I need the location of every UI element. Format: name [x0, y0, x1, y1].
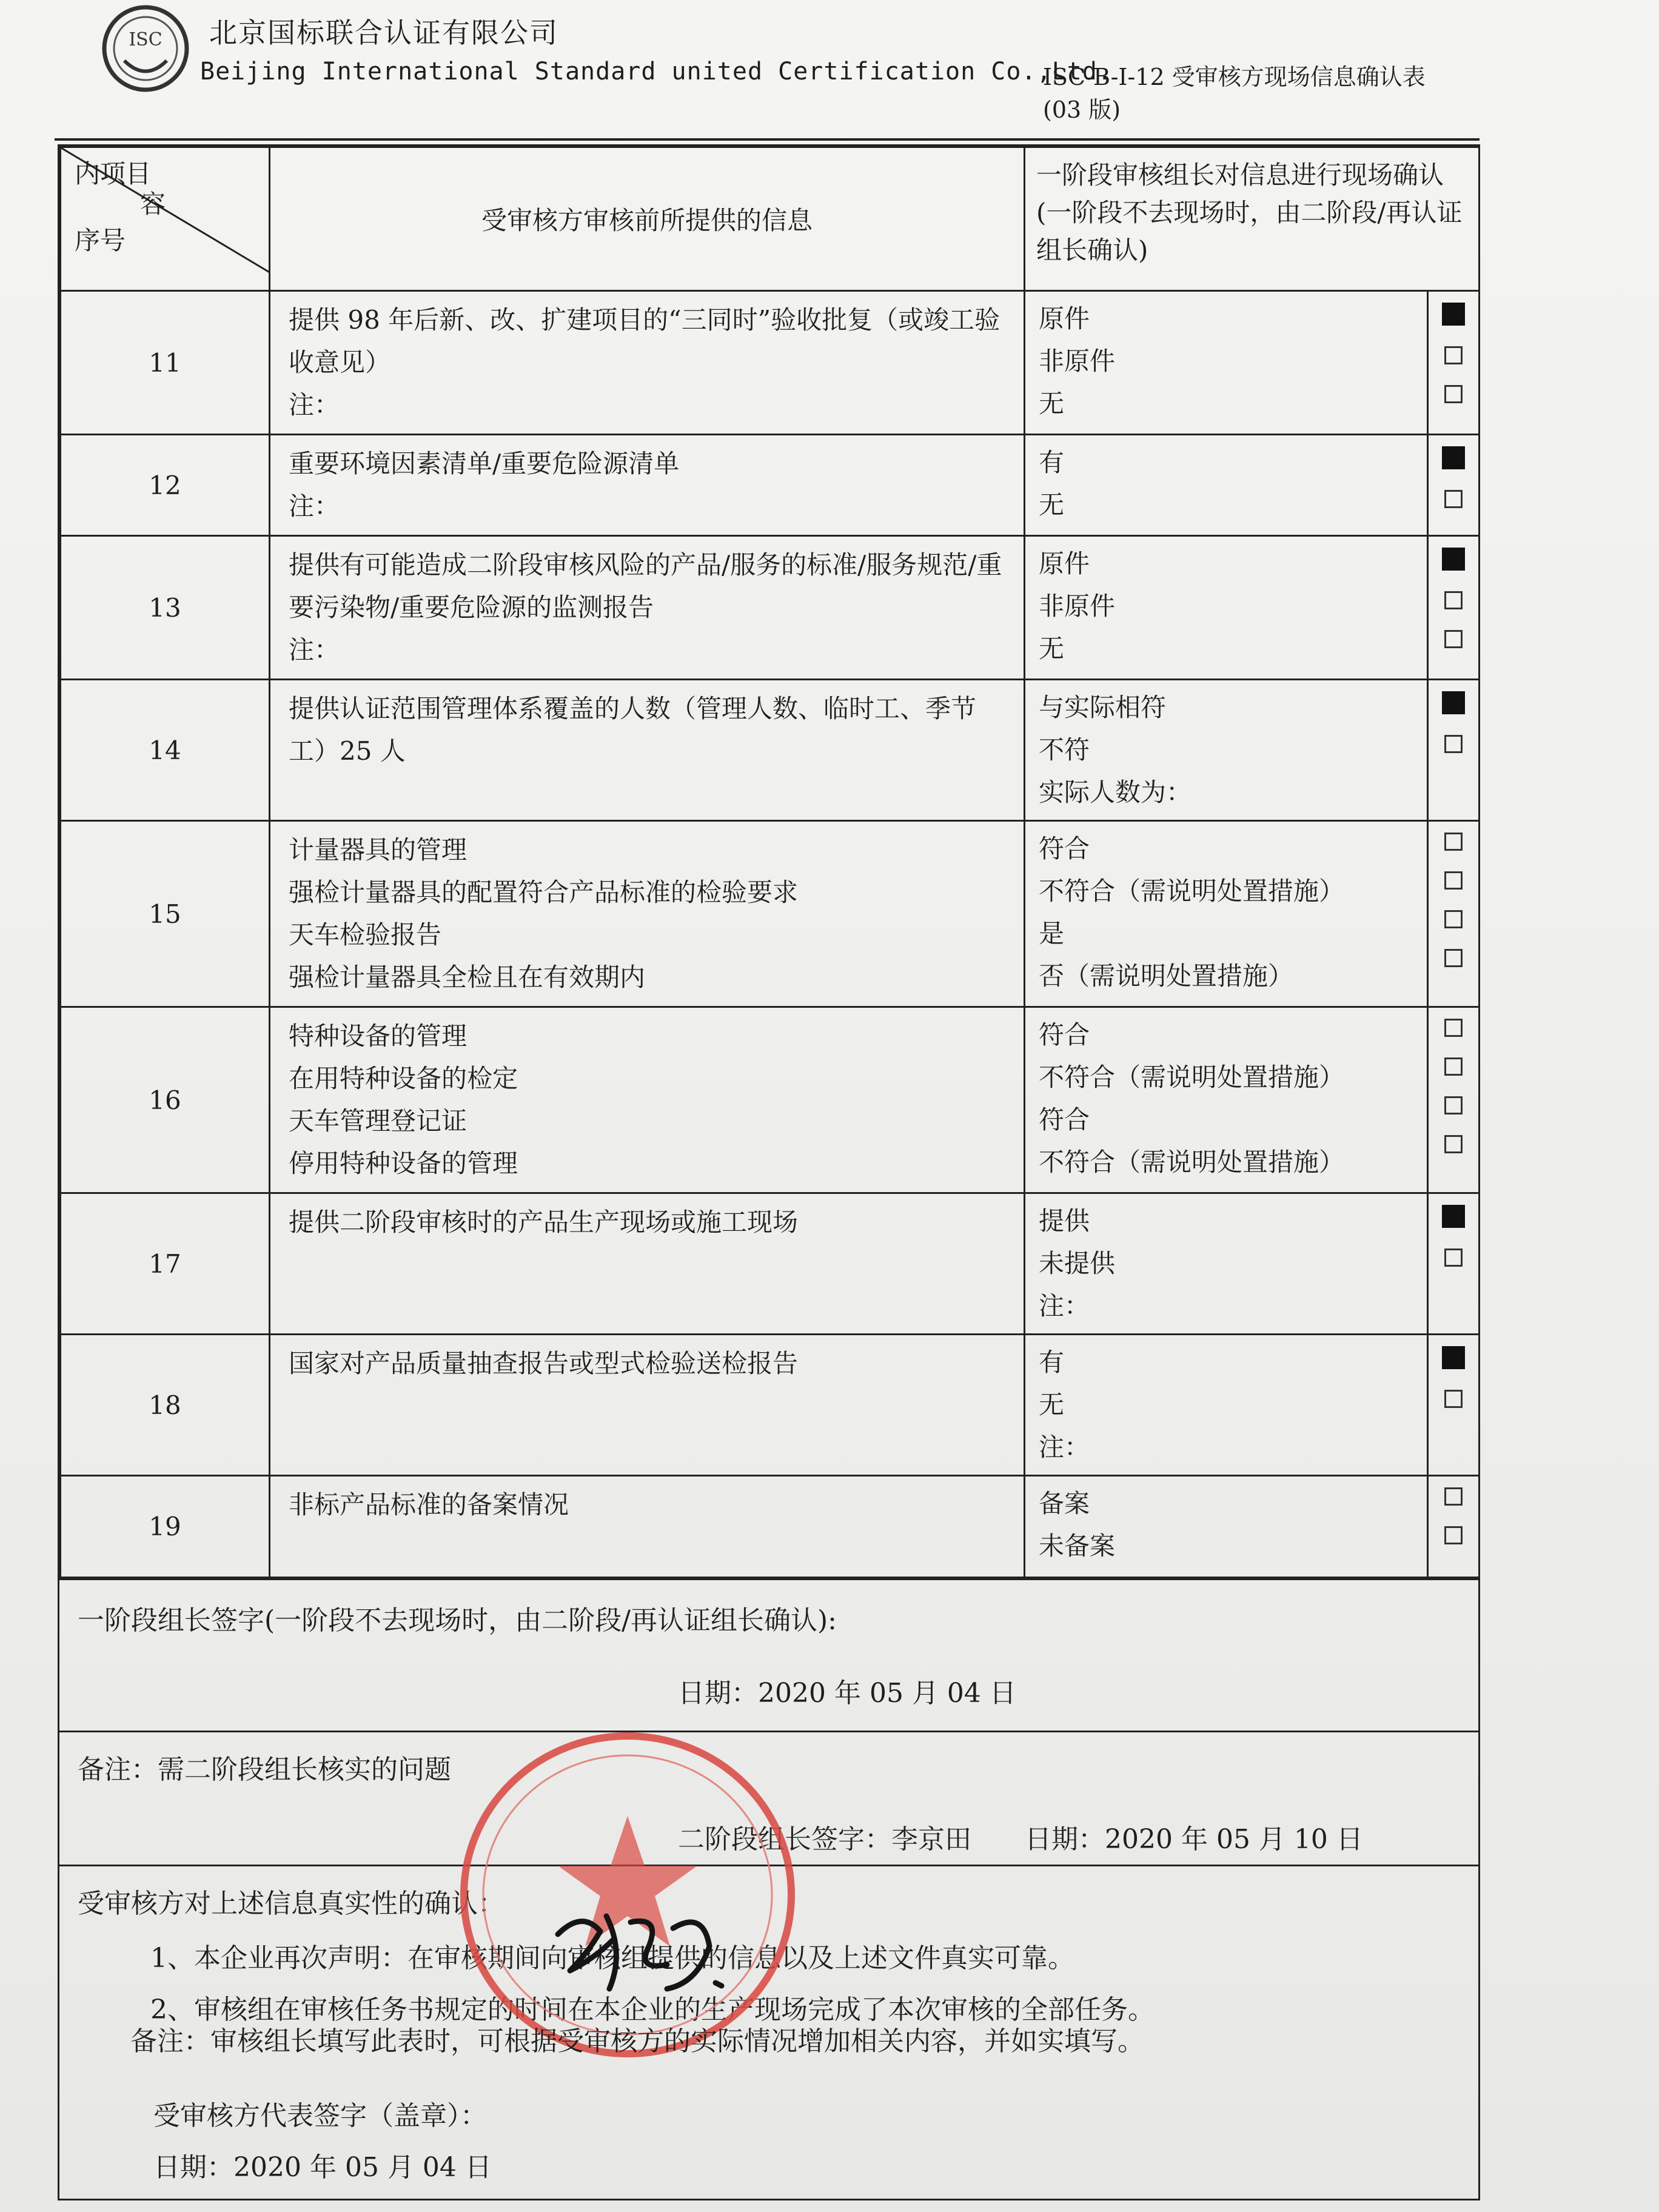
row-checkboxes — [1428, 1193, 1480, 1335]
description-line: 重要环境因素清单/重要危险源清单 — [289, 449, 680, 478]
row-checkboxes — [1428, 680, 1480, 821]
auditee-statement-2: 2、审核组在审核任务书规定的时间在本企业的生产现场完成了本次审核的全部任务。 — [150, 1994, 1155, 2025]
checkbox-unchecked[interactable] — [1444, 630, 1463, 648]
checkbox-unchecked[interactable] — [1444, 1096, 1463, 1114]
row-description — [270, 291, 1025, 435]
checkbox-unchecked[interactable] — [1444, 591, 1463, 609]
table-row — [61, 291, 1480, 435]
checkbox-unchecked[interactable] — [1444, 833, 1463, 851]
row-description — [270, 1193, 1025, 1335]
row-options — [1025, 1335, 1428, 1476]
description-line: 强检计量器具全检且在有效期内 — [289, 962, 646, 992]
row-description — [270, 821, 1025, 1007]
auditee-date: 日期：2020 年 05 月 04 日 — [153, 2152, 492, 2183]
checkbox-unchecked[interactable] — [1444, 385, 1463, 403]
form-version: (03 版) — [1043, 96, 1121, 123]
diag-label-bottom: 序号 — [75, 226, 126, 255]
option-label: 非原件 — [1039, 346, 1116, 376]
option-label: 提供 — [1039, 1206, 1090, 1236]
row-number: 17 — [61, 1193, 270, 1335]
table-header-row — [61, 147, 1480, 291]
option-label: 无 — [1039, 634, 1065, 663]
row-description — [270, 680, 1025, 821]
description-line: 注： — [289, 390, 340, 420]
option-label: 未备案 — [1039, 1531, 1116, 1561]
items-table — [59, 146, 1480, 1578]
row-number: 19 — [61, 1476, 270, 1578]
auditee-representative-label: 受审核方代表签字（盖章）： — [153, 2100, 487, 2131]
checkbox-unchecked[interactable] — [1444, 1019, 1463, 1037]
table-row — [61, 680, 1480, 821]
row-number: 18 — [61, 1335, 270, 1476]
description-line: 提供有可能造成二阶段审核风险的产品/服务的标准/服务规范/重要污染物/重要危险源的监测报告 — [289, 550, 1002, 622]
option-label: 有 — [1039, 447, 1065, 477]
option-label: 注： — [1039, 1291, 1090, 1321]
row-checkboxes — [1428, 291, 1480, 435]
description-line: 天车管理登记证 — [289, 1106, 468, 1136]
option-label: 实际人数为： — [1039, 777, 1192, 807]
option-label: 符合 — [1039, 1020, 1090, 1050]
stage2-signature: 二阶段组长签字：李京田 日期：2020 年 05 月 10 日 — [678, 1824, 1363, 1855]
option-label: 符合 — [1039, 834, 1090, 863]
checkbox-unchecked[interactable] — [1444, 1526, 1463, 1544]
option-label: 与实际相符 — [1039, 692, 1167, 722]
checkbox-unchecked[interactable] — [1444, 1390, 1463, 1408]
option-label: 无 — [1039, 490, 1065, 520]
checkbox-checked[interactable] — [1442, 446, 1465, 469]
option-label: 原件 — [1039, 549, 1090, 578]
header-rule — [55, 138, 1480, 141]
row-description — [270, 1335, 1025, 1476]
row-options — [1025, 291, 1428, 435]
option-label: 不符 — [1039, 735, 1090, 765]
row-number: 15 — [61, 821, 270, 1007]
table-row — [61, 1335, 1480, 1476]
description-line: 提供认证范围管理体系覆盖的人数（管理人数、临时工、季节工）25 人 — [289, 694, 977, 766]
option-label: 有 — [1039, 1347, 1065, 1377]
form-code — [1043, 61, 1426, 126]
description-line: 提供二阶段审核时的产品生产现场或施工现场 — [289, 1207, 799, 1237]
company-name-cn: 北京国标联合认证有限公司 — [209, 16, 558, 49]
option-label: 是 — [1039, 919, 1065, 948]
table-row — [61, 821, 1480, 1007]
option-label: 否（需说明处置措施） — [1039, 961, 1294, 991]
checkbox-unchecked[interactable] — [1444, 910, 1463, 928]
checkbox-unchecked[interactable] — [1444, 490, 1463, 508]
row-description — [270, 1476, 1025, 1578]
description-line: 停用特种设备的管理 — [289, 1148, 518, 1178]
description-line: 计量器具的管理 — [289, 835, 468, 865]
table-row — [61, 1193, 1480, 1335]
diagonal-header-cell — [61, 147, 270, 291]
table-row — [61, 435, 1480, 536]
checkbox-checked[interactable] — [1442, 691, 1465, 714]
row-checkboxes — [1428, 821, 1480, 1007]
row-options — [1025, 680, 1428, 821]
checkbox-unchecked[interactable] — [1444, 1248, 1463, 1267]
handwritten-signature — [546, 1898, 740, 2001]
column-header-confirm: 一阶段审核组长对信息进行现场确认(一阶段不去现场时，由二阶段/再认证组长确认) — [1025, 147, 1480, 291]
checkbox-unchecked[interactable] — [1444, 871, 1463, 890]
row-number: 16 — [61, 1007, 270, 1193]
row-checkboxes — [1428, 536, 1480, 680]
row-options — [1025, 536, 1428, 680]
diag-label-mid: 容 — [140, 189, 166, 219]
row-description — [270, 435, 1025, 536]
option-label: 无 — [1039, 389, 1065, 418]
logo-text: ISC — [129, 29, 163, 50]
row-options — [1025, 1193, 1428, 1335]
isc-logo-icon — [100, 3, 191, 94]
auditee-statement-1: 1、本企业再次声明：在审核期间向审核组提供的信息以及上述文件真实可靠。 — [150, 1943, 1074, 1974]
option-label: 不符合（需说明处置措施） — [1039, 1147, 1345, 1177]
stage1-signature-block — [59, 1578, 1478, 1731]
table-row — [61, 1476, 1480, 1578]
form-code-title: ISC-B-I-12 受审核方现场信息确认表 — [1043, 64, 1426, 90]
stage1-label: 一阶段组长签字(一阶段不去现场时，由二阶段/再认证组长确认): — [78, 1605, 837, 1636]
option-label: 符合 — [1039, 1105, 1090, 1134]
row-description — [270, 1007, 1025, 1193]
option-label: 注： — [1039, 1432, 1090, 1462]
footer-note: 备注：审核组长填写此表时，可根据受审核方的实际情况增加相关内容，并如实填写。 — [130, 2026, 1144, 2057]
checkbox-unchecked[interactable] — [1444, 1487, 1463, 1506]
option-label: 备案 — [1039, 1489, 1090, 1518]
option-label: 未提供 — [1039, 1248, 1116, 1278]
row-options — [1025, 821, 1428, 1007]
row-number: 14 — [61, 680, 270, 821]
row-number: 12 — [61, 435, 270, 536]
row-options — [1025, 1476, 1428, 1578]
option-label: 不符合（需说明处置措施） — [1039, 1062, 1345, 1092]
row-options — [1025, 1007, 1428, 1193]
checkbox-unchecked[interactable] — [1444, 346, 1463, 364]
description-line: 特种设备的管理 — [289, 1021, 468, 1051]
row-number: 13 — [61, 536, 270, 680]
description-line: 国家对产品质量抽查报告或型式检验送检报告 — [289, 1349, 799, 1378]
column-header-info: 受审核方审核前所提供的信息 — [270, 147, 1025, 291]
description-line: 在用特种设备的检定 — [289, 1064, 518, 1093]
checkbox-checked[interactable] — [1442, 1205, 1465, 1228]
checkbox-unchecked[interactable] — [1444, 735, 1463, 753]
checkbox-checked[interactable] — [1442, 548, 1465, 571]
table-row — [61, 1007, 1480, 1193]
checkbox-unchecked[interactable] — [1444, 1135, 1463, 1153]
row-description — [270, 536, 1025, 680]
checkbox-checked[interactable] — [1442, 303, 1465, 326]
checkbox-unchecked[interactable] — [1444, 949, 1463, 967]
description-line: 提供 98 年后新、改、扩建项目的“三同时”验收批复（或竣工验收意见） — [289, 305, 1000, 377]
row-checkboxes — [1428, 435, 1480, 536]
table-body — [61, 291, 1480, 1578]
diag-label-top: 内项目 — [75, 159, 152, 189]
description-line: 注： — [289, 635, 340, 665]
row-checkboxes — [1428, 1476, 1480, 1578]
description-line: 非标产品标准的备案情况 — [289, 1490, 569, 1520]
row-checkboxes — [1428, 1335, 1480, 1476]
row-checkboxes — [1428, 1007, 1480, 1193]
description-line: 注： — [289, 491, 340, 521]
auditee-label: 受审核方对上述信息真实性的确认： — [78, 1888, 504, 1919]
row-number: 11 — [61, 291, 270, 435]
option-label: 非原件 — [1039, 591, 1116, 621]
table-row — [61, 536, 1480, 680]
stage2-label: 备注：需二阶段组长核实的问题 — [78, 1754, 451, 1785]
option-label: 不符合（需说明处置措施） — [1039, 876, 1345, 906]
description-line: 强检计量器具的配置符合产品标准的检验要求 — [289, 877, 799, 907]
stage1-date: 日期：2020 年 05 月 04 日 — [678, 1678, 1016, 1709]
company-seal-stamp — [452, 1725, 803, 2065]
description-line: 天车检验报告 — [289, 920, 442, 950]
option-label: 无 — [1039, 1390, 1065, 1419]
checkbox-checked[interactable] — [1442, 1346, 1465, 1369]
option-label: 原件 — [1039, 304, 1090, 333]
company-name-en: Beijing International Standard united Certification Co.,Ltd. — [200, 58, 1113, 85]
row-options — [1025, 435, 1428, 536]
checkbox-unchecked[interactable] — [1444, 1057, 1463, 1076]
